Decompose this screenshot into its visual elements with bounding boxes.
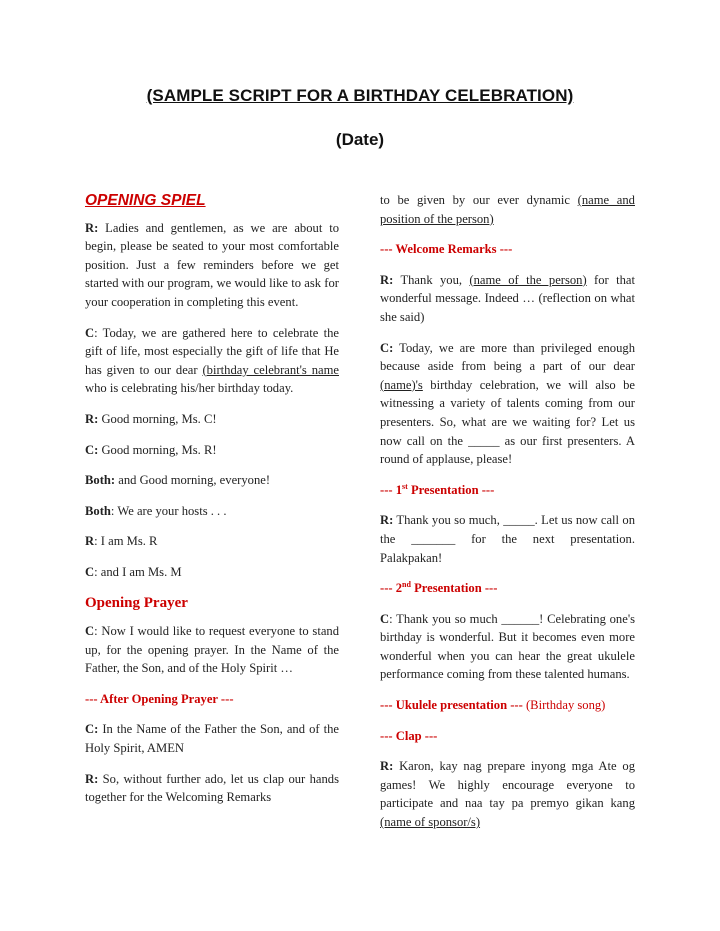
speaker-label: Both bbox=[85, 503, 111, 518]
speaker-label: R: bbox=[380, 759, 394, 774]
script-line: Both: We are your hosts . . . bbox=[85, 503, 227, 518]
right-column bbox=[380, 191, 635, 844]
placeholder-underlined: (name and position of the person) bbox=[380, 193, 635, 226]
script-line: C: Thank you so much ______! Celebrating one's birthday is wonderful. But it becomes even more wonderful when you can hear the great ukulele performance coming from these talented humans. bbox=[380, 611, 635, 682]
placeholder-underlined: (name)'s bbox=[380, 377, 423, 392]
left-column bbox=[85, 192, 339, 819]
opening-spiel-heading: OPENING SPIEL bbox=[85, 192, 206, 209]
speaker-label: C: bbox=[85, 722, 99, 737]
script-line: R: Ladies and gentlemen, as we are about to begin, please be seated to your most comfortable position. Just a few reminders before we get started with our program, we would like to ask for your cooperation in completing this event. bbox=[85, 220, 339, 309]
cue-ukulele-presentation: --- Ukulele presentation --- (Birthday song) bbox=[380, 698, 606, 713]
cue-after-opening-prayer: --- After Opening Prayer --- bbox=[85, 691, 234, 706]
script-line: to be given by our ever dynamic (name and position of the person) bbox=[380, 193, 635, 226]
script-line: C: Today, we are more than privileged enough because aside from being a part of our dear (name)'s birthday celebration, we will also be witnessing a variety of talents coming from our presenters. So, what are we waiting for? Let us now call on the _____ as our first presenters. A round of applause, please! bbox=[380, 340, 635, 467]
speaker-label: R: bbox=[380, 513, 394, 528]
script-line: C: and I am Ms. M bbox=[85, 564, 182, 579]
script-line: C: Good morning, Ms. R! bbox=[85, 442, 217, 457]
script-line: R: Good morning, Ms. C! bbox=[85, 411, 217, 426]
cue-first-presentation: --- 1st Presentation --- bbox=[380, 481, 495, 497]
script-line: Both: and Good morning, everyone! bbox=[85, 473, 271, 488]
speaker-label: R: bbox=[380, 272, 394, 287]
speaker-label: R: bbox=[85, 411, 99, 426]
script-line: C: In the Name of the Father the Son, and of the Holy Spirit, AMEN bbox=[85, 722, 339, 756]
speaker-label: C bbox=[85, 564, 95, 579]
speaker-label: C bbox=[85, 325, 95, 340]
speaker-label: C: bbox=[85, 442, 99, 457]
document-title: (SAMPLE SCRIPT FOR A BIRTHDAY CELEBRATION) bbox=[146, 86, 574, 105]
cue-second-presentation: --- 2nd Presentation --- bbox=[380, 579, 498, 596]
script-line: C: Today, we are gathered here to celebrate the gift of life, most especially the gift of life that He has given to our dear (birthday celebrant's name who is celebrating his/her birthday today. bbox=[85, 325, 339, 396]
placeholder-underlined: (name of the person) bbox=[469, 272, 587, 287]
script-line: C: Now I would like to request everyone to stand up, for the opening prayer. In the Name of the Father, the Son, and of the Holy Spirit … bbox=[85, 624, 339, 676]
speaker-label: C bbox=[85, 624, 95, 639]
cue-welcome-remarks: --- Welcome Remarks --- bbox=[380, 242, 513, 257]
document-date: (Date) bbox=[335, 130, 385, 149]
script-line: R: So, without further ado, let us clap our hands together for the Welcoming Remarks bbox=[85, 771, 339, 805]
cue-clap: --- Clap --- bbox=[380, 728, 438, 743]
script-line: R: Karon, kay nag prepare inyong mga Ate og games! We highly encourage everyone to participate and naa tay pa premyo gikan kang (name of sponsor/s) bbox=[380, 759, 635, 830]
opening-prayer-heading: Opening Prayer bbox=[85, 594, 188, 611]
script-line: R: Thank you, (name of the person) for that wonderful message. Indeed … (reflection on what she said) bbox=[380, 272, 635, 324]
script-line: R: I am Ms. R bbox=[85, 534, 158, 549]
speaker-label: Both: bbox=[85, 473, 116, 488]
speaker-label: R: bbox=[85, 771, 99, 786]
speaker-label: C bbox=[380, 611, 390, 626]
placeholder-underlined: (name of sponsor/s) bbox=[380, 815, 481, 830]
placeholder-underlined: (birthday celebrant's name bbox=[202, 362, 339, 377]
speaker-label: C: bbox=[380, 340, 394, 355]
speaker-label: R: bbox=[85, 220, 99, 235]
script-line: R: Thank you so much, _____. Let us now call on the _______ for the next presentation. Palakpakan! bbox=[380, 513, 635, 565]
speaker-label: R bbox=[85, 534, 95, 549]
